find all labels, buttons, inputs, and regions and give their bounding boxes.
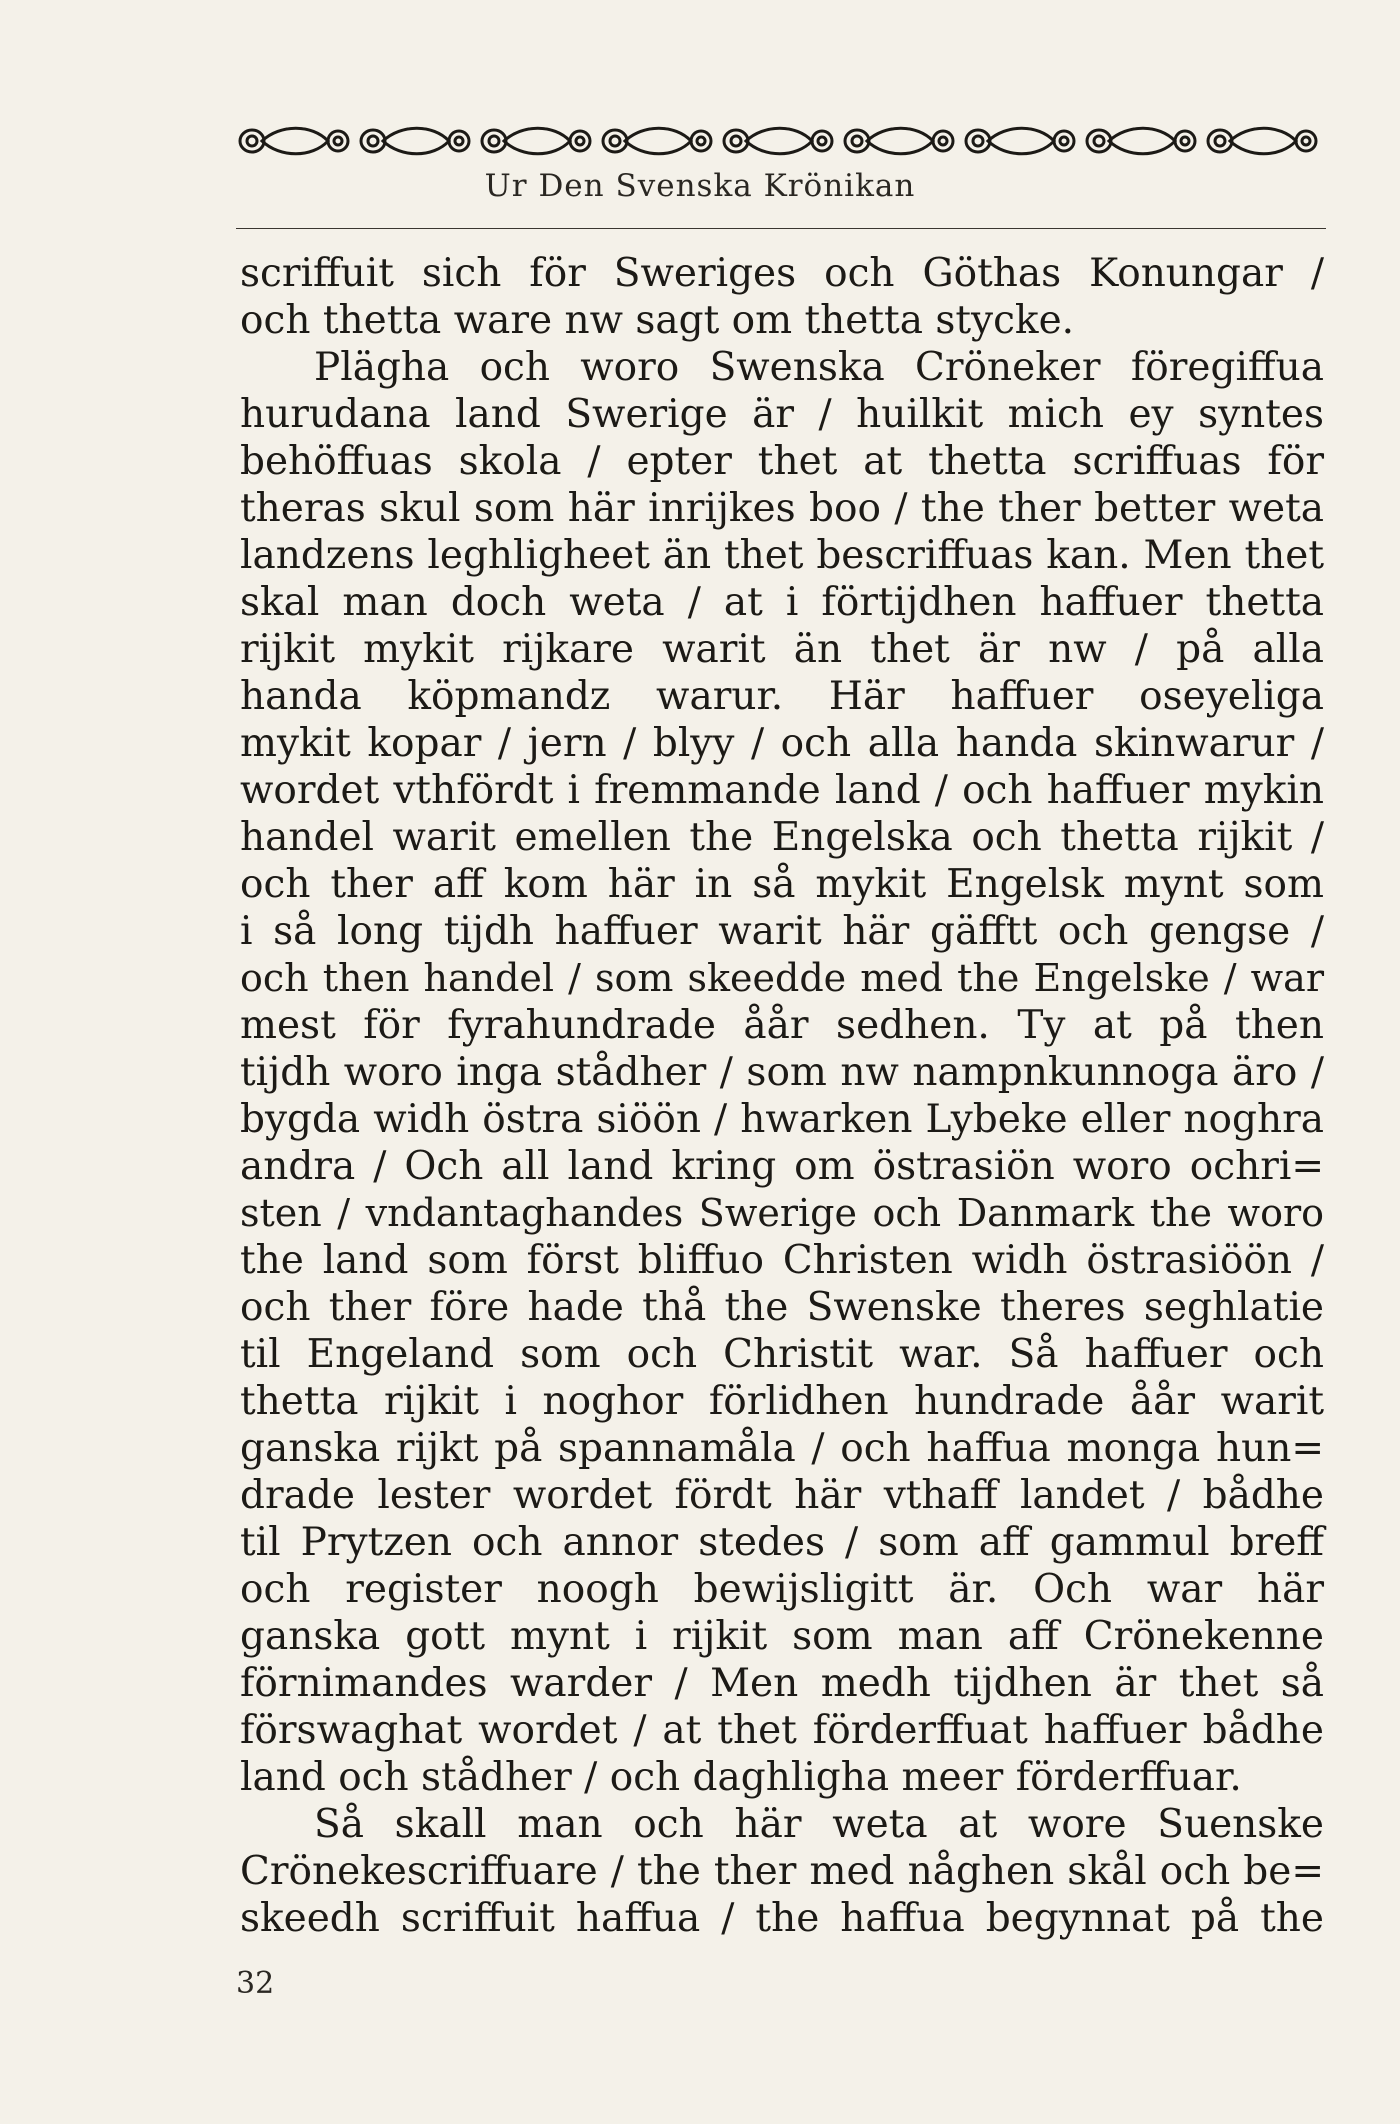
text-line: förnimandes warder / Men medh tijdhen är thet så <box>240 1661 1324 1706</box>
text-line: förswaghat wordet / at thet förderffuat haffuer bådhe <box>240 1708 1324 1753</box>
page-number: 32 <box>236 1966 275 2001</box>
text-line: land och stådher / och daghligha meer förderffuar. <box>240 1755 1242 1800</box>
text-line: hurudana land Swerige är / huilkit mich ey syntes <box>240 392 1324 437</box>
text-line: sten / vndantaghandes Swerige och Danmark the woro <box>240 1191 1324 1235</box>
body-text <box>240 250 1324 1942</box>
text-line: til Engeland som och Christit war. Så haffuer och <box>240 1332 1324 1377</box>
running-head: Ur Den Svenska Krönikan <box>484 168 916 204</box>
text-line: skal man doch weta / at i förtijdhen haffuer thetta <box>240 580 1324 625</box>
text-line: thetta rijkit i noghor förlidhen hundrade åår warit <box>240 1379 1324 1424</box>
text-line: rijkit mykit rijkare warit än thet är nw / på alla <box>240 627 1324 672</box>
text-line: andra / Och all land kring om östrasiön woro ochri= <box>240 1144 1324 1189</box>
text-line: och ther aff kom här in så mykit Engelsk mynt som <box>240 862 1324 907</box>
text-line: mykit kopar / jern / blyy / och alla handa skinwarur / <box>240 721 1324 766</box>
text-line: mest för fyrahundrade åår sedhen. Ty at på then <box>240 1003 1324 1048</box>
text-line: skeedh scriffuit haffua / the haffua begynnat på the <box>240 1896 1324 1941</box>
text-line: drade lester wordet fördt här vthaff landet / bådhe <box>240 1473 1324 1518</box>
header-rule <box>236 228 1326 229</box>
text-line: landzens leghligheet än thet bescriffuas kan. Men thet <box>240 533 1324 578</box>
text-line: i så long tijdh haffuer warit här gäfftt och gengse / <box>240 909 1324 954</box>
text-line: tijdh woro inga stådher / som nw nampnkunnoga äro / <box>240 1050 1324 1095</box>
text-line: ganska gott mynt i rijkit som man aff Crönekenne <box>240 1614 1324 1659</box>
text-line: til Prytzen och annor stedes / som aff gammul breff <box>240 1520 1324 1565</box>
text-line: handel warit emellen the Engelska och thetta rijkit / <box>240 815 1324 860</box>
text-line: wordet vthfördt i fremmande land / och haffuer mykin <box>240 768 1324 813</box>
text-line: och thetta ware nw sagt om thetta stycke. <box>240 298 1075 343</box>
text-line: Plägha och woro Swenska Cröneker föregiffua <box>314 345 1324 390</box>
text-line: handa köpmandz warur. Här haffuer oseyeliga <box>240 674 1324 719</box>
text-line: och then handel / som skeedde med the Engelske / war <box>240 956 1324 1000</box>
text-line: och register noogh bewijsligitt är. Och war här <box>240 1567 1324 1612</box>
text-line: theras skul som här inrijkes boo / the ther better weta <box>240 486 1324 531</box>
text-line: bygda widh östra siöön / hwarken Lybeke eller noghra <box>240 1097 1324 1142</box>
text-line: och ther före hade thå the Swenske theres seghlatie <box>240 1285 1324 1330</box>
text-line: Crönekescriffuare / the ther med någhen skål och be= <box>240 1849 1324 1894</box>
ornamental-border-icon <box>232 118 1332 164</box>
text-line: behöffuas skola / epter thet at thetta scriffuas för <box>240 439 1324 484</box>
text-line: scriffuit sich för Sweriges och Göthas Konungar / <box>240 251 1324 296</box>
text-line: Så skall man och här weta at wore Suenske <box>314 1802 1324 1847</box>
text-line: ganska rijkt på spannamåla / och haffua monga hun= <box>240 1426 1324 1471</box>
text-line: the land som först bliffuo Christen widh östrasiöön / <box>240 1238 1324 1283</box>
